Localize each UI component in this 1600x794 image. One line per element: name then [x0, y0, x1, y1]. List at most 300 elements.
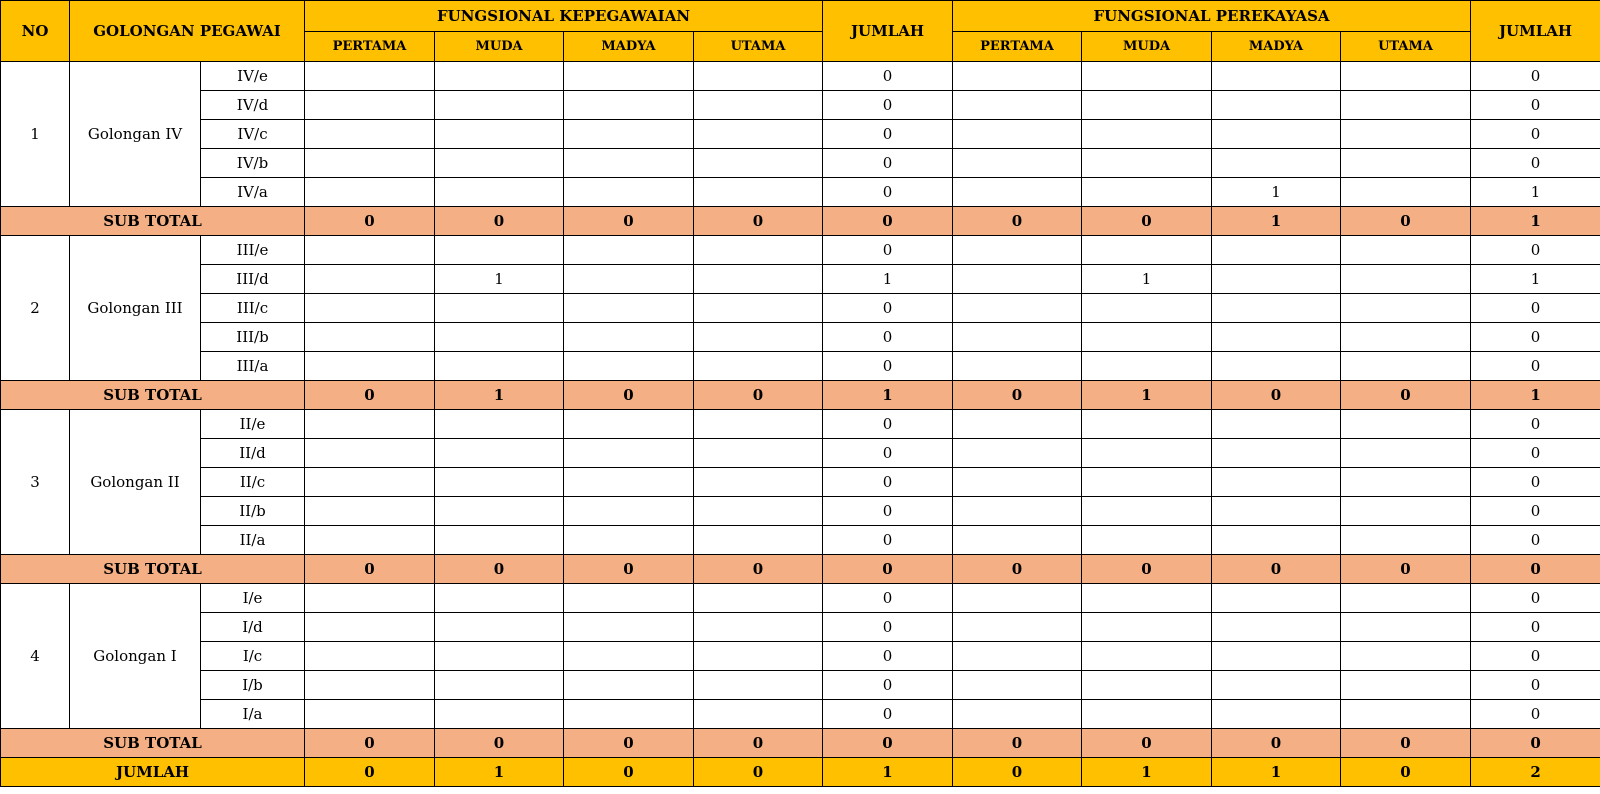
kepegawaian-cell: [435, 671, 564, 700]
subtotal-value: 0: [1341, 555, 1471, 584]
subtotal-value: 0: [823, 555, 953, 584]
subtotal-row: [1, 555, 1600, 584]
kepegawaian-cell: [694, 700, 823, 729]
header-jumlah-perekayasa: JUMLAH: [1471, 1, 1600, 62]
perekayasa-cell: [1341, 439, 1471, 468]
subtotal-value: 0: [305, 729, 435, 758]
subtotal-value: 0: [305, 207, 435, 236]
subtotal-label: SUB TOTAL: [1, 555, 305, 584]
kepegawaian-cell: [564, 323, 694, 352]
perekayasa-cell: [953, 265, 1082, 294]
kepegawaian-cell: [694, 526, 823, 555]
group-name: Golongan II: [70, 410, 201, 555]
perekayasa-cell: [1212, 149, 1341, 178]
kepegawaian-cell: [435, 62, 564, 91]
table-row: [1, 439, 1600, 468]
subtotal-value: 0: [435, 729, 564, 758]
kepegawaian-cell: [564, 439, 694, 468]
table-body: [1, 62, 1600, 787]
kepegawaian-cell: [564, 700, 694, 729]
total-value: 0: [305, 758, 435, 787]
perekayasa-cell: [1341, 178, 1471, 207]
header-row-1: [1, 1, 1600, 32]
perekayasa-cell: [1341, 294, 1471, 323]
perekayasa-cell: [1082, 700, 1212, 729]
subtotal-value: 1: [1471, 207, 1600, 236]
subtotal-value: 0: [1082, 729, 1212, 758]
header-per-madya: MADYA: [1212, 32, 1341, 62]
grade-cell: I/e: [201, 584, 305, 613]
kepegawaian-cell: [564, 497, 694, 526]
perekayasa-cell: [1212, 613, 1341, 642]
subtotal-value: 0: [694, 729, 823, 758]
perekayasa-cell: [1082, 149, 1212, 178]
subtotal-value: 0: [1212, 381, 1341, 410]
jumlah-perekayasa-cell: 0: [1471, 352, 1600, 381]
subtotal-value: 0: [435, 555, 564, 584]
subtotal-row: [1, 207, 1600, 236]
table-row: [1, 178, 1600, 207]
total-value: 1: [1212, 758, 1341, 787]
perekayasa-cell: [1212, 410, 1341, 439]
kepegawaian-cell: [305, 120, 435, 149]
perekayasa-cell: [1341, 120, 1471, 149]
kepegawaian-cell: [305, 294, 435, 323]
grade-cell: I/d: [201, 613, 305, 642]
subtotal-value: 1: [1471, 381, 1600, 410]
perekayasa-cell: [1341, 236, 1471, 265]
jumlah-kepegawaian-cell: 0: [823, 236, 953, 265]
kepegawaian-cell: [435, 323, 564, 352]
jumlah-kepegawaian-cell: 0: [823, 439, 953, 468]
perekayasa-cell: [953, 671, 1082, 700]
kepegawaian-cell: [694, 120, 823, 149]
grade-cell: III/d: [201, 265, 305, 294]
kepegawaian-cell: [564, 120, 694, 149]
perekayasa-cell: [1341, 410, 1471, 439]
subtotal-value: 0: [1471, 729, 1600, 758]
table-row: [1, 294, 1600, 323]
kepegawaian-cell: [305, 584, 435, 613]
subtotal-value: 1: [435, 381, 564, 410]
perekayasa-cell: [1212, 468, 1341, 497]
kepegawaian-cell: [694, 265, 823, 294]
subtotal-value: 0: [694, 381, 823, 410]
kepegawaian-cell: [694, 149, 823, 178]
header-kep-madya: MADYA: [564, 32, 694, 62]
subtotal-value: 1: [1082, 381, 1212, 410]
grade-cell: IV/b: [201, 149, 305, 178]
jumlah-perekayasa-cell: 1: [1471, 265, 1600, 294]
perekayasa-cell: [1082, 62, 1212, 91]
jumlah-perekayasa-cell: 0: [1471, 323, 1600, 352]
perekayasa-cell: [1082, 120, 1212, 149]
kepegawaian-cell: [564, 410, 694, 439]
subtotal-value: 1: [1212, 207, 1341, 236]
jumlah-perekayasa-cell: 0: [1471, 410, 1600, 439]
kepegawaian-cell: [564, 352, 694, 381]
kepegawaian-cell: [694, 584, 823, 613]
table-row: [1, 91, 1600, 120]
group-number: 2: [1, 236, 70, 381]
kepegawaian-cell: [694, 439, 823, 468]
table-row: [1, 613, 1600, 642]
perekayasa-cell: [1212, 265, 1341, 294]
total-label: JUMLAH: [1, 758, 305, 787]
kepegawaian-cell: [564, 91, 694, 120]
kepegawaian-cell: [435, 178, 564, 207]
kepegawaian-cell: [564, 62, 694, 91]
kepegawaian-cell: [305, 236, 435, 265]
perekayasa-cell: [1212, 439, 1341, 468]
perekayasa-cell: [1082, 178, 1212, 207]
kepegawaian-cell: [305, 178, 435, 207]
jumlah-perekayasa-cell: 0: [1471, 120, 1600, 149]
subtotal-value: 0: [823, 207, 953, 236]
subtotal-row: [1, 381, 1600, 410]
perekayasa-cell: [1212, 323, 1341, 352]
subtotal-value: 0: [953, 729, 1082, 758]
kepegawaian-cell: [435, 526, 564, 555]
kepegawaian-cell: [305, 642, 435, 671]
perekayasa-cell: [1212, 642, 1341, 671]
jumlah-kepegawaian-cell: 0: [823, 526, 953, 555]
kepegawaian-cell: [694, 497, 823, 526]
jumlah-perekayasa-cell: 1: [1471, 178, 1600, 207]
kepegawaian-cell: [694, 671, 823, 700]
perekayasa-cell: [953, 149, 1082, 178]
header-fungsional-perekayasa: FUNGSIONAL PEREKAYASA: [953, 1, 1471, 32]
kepegawaian-cell: [435, 584, 564, 613]
kepegawaian-cell: [564, 613, 694, 642]
kepegawaian-cell: [564, 468, 694, 497]
perekayasa-cell: [1341, 613, 1471, 642]
perekayasa-cell: [953, 323, 1082, 352]
perekayasa-cell: 1: [1082, 265, 1212, 294]
table-row: [1, 149, 1600, 178]
kepegawaian-cell: [564, 642, 694, 671]
kepegawaian-cell: [435, 236, 564, 265]
subtotal-value: 0: [1341, 381, 1471, 410]
jumlah-kepegawaian-cell: 0: [823, 352, 953, 381]
table-row: [1, 410, 1600, 439]
perekayasa-cell: [1341, 671, 1471, 700]
perekayasa-cell: [1082, 671, 1212, 700]
perekayasa-cell: [1341, 584, 1471, 613]
subtotal-value: 0: [305, 381, 435, 410]
table-row: [1, 468, 1600, 497]
perekayasa-cell: [1212, 352, 1341, 381]
jumlah-perekayasa-cell: 0: [1471, 497, 1600, 526]
perekayasa-cell: [1212, 526, 1341, 555]
subtotal-value: 0: [694, 555, 823, 584]
kepegawaian-cell: [305, 265, 435, 294]
jumlah-perekayasa-cell: 0: [1471, 671, 1600, 700]
perekayasa-cell: [1082, 352, 1212, 381]
perekayasa-cell: [1341, 323, 1471, 352]
subtotal-value: 0: [694, 207, 823, 236]
total-value: 0: [694, 758, 823, 787]
kepegawaian-cell: [435, 497, 564, 526]
grade-cell: IV/c: [201, 120, 305, 149]
perekayasa-cell: [953, 497, 1082, 526]
kepegawaian-cell: [305, 352, 435, 381]
kepegawaian-cell: [435, 149, 564, 178]
kepegawaian-cell: [564, 526, 694, 555]
grade-cell: II/a: [201, 526, 305, 555]
jumlah-kepegawaian-cell: 0: [823, 62, 953, 91]
perekayasa-cell: [1082, 613, 1212, 642]
kepegawaian-cell: [435, 120, 564, 149]
total-value: 0: [1341, 758, 1471, 787]
perekayasa-cell: 1: [1212, 178, 1341, 207]
kepegawaian-cell: [305, 323, 435, 352]
perekayasa-cell: [1082, 294, 1212, 323]
subtotal-row: [1, 729, 1600, 758]
jumlah-perekayasa-cell: 0: [1471, 584, 1600, 613]
perekayasa-cell: [953, 120, 1082, 149]
perekayasa-cell: [1341, 91, 1471, 120]
kepegawaian-cell: [305, 439, 435, 468]
jumlah-perekayasa-cell: 0: [1471, 294, 1600, 323]
perekayasa-cell: [1341, 497, 1471, 526]
perekayasa-cell: [1341, 642, 1471, 671]
kepegawaian-cell: [305, 468, 435, 497]
subtotal-value: 0: [953, 207, 1082, 236]
perekayasa-cell: [953, 584, 1082, 613]
subtotal-value: 0: [564, 381, 694, 410]
perekayasa-cell: [1212, 671, 1341, 700]
kepegawaian-cell: [305, 700, 435, 729]
grade-cell: III/c: [201, 294, 305, 323]
kepegawaian-cell: [435, 91, 564, 120]
grade-cell: II/e: [201, 410, 305, 439]
jumlah-perekayasa-cell: 0: [1471, 613, 1600, 642]
table-row: [1, 526, 1600, 555]
perekayasa-cell: [1212, 91, 1341, 120]
jumlah-kepegawaian-cell: 0: [823, 700, 953, 729]
subtotal-value: 0: [1471, 555, 1600, 584]
subtotal-value: 0: [564, 207, 694, 236]
jumlah-kepegawaian-cell: 0: [823, 323, 953, 352]
kepegawaian-cell: [694, 91, 823, 120]
subtotal-label: SUB TOTAL: [1, 207, 305, 236]
jumlah-kepegawaian-cell: 0: [823, 671, 953, 700]
kepegawaian-cell: 1: [435, 265, 564, 294]
perekayasa-cell: [1212, 497, 1341, 526]
grade-cell: II/d: [201, 439, 305, 468]
perekayasa-cell: [953, 294, 1082, 323]
header-golongan: GOLONGAN PEGAWAI: [70, 1, 305, 62]
header-no: NO: [1, 1, 70, 62]
kepegawaian-cell: [564, 671, 694, 700]
grade-cell: IV/e: [201, 62, 305, 91]
perekayasa-cell: [1082, 410, 1212, 439]
group-name: Golongan I: [70, 584, 201, 729]
table-row: [1, 700, 1600, 729]
perekayasa-cell: [1341, 265, 1471, 294]
kepegawaian-cell: [305, 410, 435, 439]
kepegawaian-cell: [694, 323, 823, 352]
kepegawaian-cell: [694, 62, 823, 91]
jumlah-kepegawaian-cell: 0: [823, 294, 953, 323]
jumlah-perekayasa-cell: 0: [1471, 236, 1600, 265]
table-row: [1, 120, 1600, 149]
jumlah-perekayasa-cell: 0: [1471, 439, 1600, 468]
perekayasa-cell: [1212, 236, 1341, 265]
perekayasa-cell: [1341, 352, 1471, 381]
kepegawaian-cell: [694, 613, 823, 642]
perekayasa-cell: [1212, 62, 1341, 91]
subtotal-label: SUB TOTAL: [1, 729, 305, 758]
jumlah-kepegawaian-cell: 0: [823, 410, 953, 439]
subtotal-value: 0: [1212, 729, 1341, 758]
perekayasa-cell: [953, 91, 1082, 120]
total-value: 0: [953, 758, 1082, 787]
grade-cell: IV/a: [201, 178, 305, 207]
kepegawaian-cell: [435, 700, 564, 729]
jumlah-kepegawaian-cell: 0: [823, 613, 953, 642]
kepegawaian-cell: [564, 294, 694, 323]
grade-cell: III/a: [201, 352, 305, 381]
header-kep-muda: MUDA: [435, 32, 564, 62]
subtotal-label: SUB TOTAL: [1, 381, 305, 410]
perekayasa-cell: [1341, 62, 1471, 91]
group-number: 4: [1, 584, 70, 729]
perekayasa-cell: [953, 642, 1082, 671]
kepegawaian-cell: [435, 294, 564, 323]
jumlah-perekayasa-cell: 0: [1471, 62, 1600, 91]
grade-cell: IV/d: [201, 91, 305, 120]
kepegawaian-cell: [305, 671, 435, 700]
table-row: [1, 497, 1600, 526]
total-value: 1: [435, 758, 564, 787]
perekayasa-cell: [1082, 497, 1212, 526]
perekayasa-cell: [1212, 120, 1341, 149]
subtotal-value: 0: [305, 555, 435, 584]
kepegawaian-cell: [435, 439, 564, 468]
subtotal-value: 0: [564, 729, 694, 758]
subtotal-value: 0: [953, 381, 1082, 410]
grade-cell: I/a: [201, 700, 305, 729]
subtotal-value: 0: [823, 729, 953, 758]
perekayasa-cell: [953, 613, 1082, 642]
perekayasa-cell: [953, 526, 1082, 555]
total-value: 1: [1082, 758, 1212, 787]
perekayasa-cell: [1082, 236, 1212, 265]
perekayasa-cell: [953, 439, 1082, 468]
perekayasa-cell: [1341, 700, 1471, 729]
table-row: [1, 323, 1600, 352]
table-row: [1, 265, 1600, 294]
table-row: [1, 584, 1600, 613]
group-name: Golongan IV: [70, 62, 201, 207]
header-per-muda: MUDA: [1082, 32, 1212, 62]
jumlah-kepegawaian-cell: 0: [823, 584, 953, 613]
grade-cell: III/b: [201, 323, 305, 352]
header-per-pertama: PERTAMA: [953, 32, 1082, 62]
jumlah-perekayasa-cell: 0: [1471, 642, 1600, 671]
grade-cell: III/e: [201, 236, 305, 265]
kepegawaian-cell: [564, 149, 694, 178]
header-per-utama: UTAMA: [1341, 32, 1471, 62]
perekayasa-cell: [1341, 468, 1471, 497]
group-name: Golongan III: [70, 236, 201, 381]
perekayasa-cell: [1082, 526, 1212, 555]
perekayasa-cell: [1082, 439, 1212, 468]
table-row: [1, 62, 1600, 91]
perekayasa-cell: [953, 700, 1082, 729]
kepegawaian-cell: [694, 178, 823, 207]
total-value: 1: [823, 758, 953, 787]
table-row: [1, 671, 1600, 700]
perekayasa-cell: [953, 468, 1082, 497]
kepegawaian-cell: [305, 526, 435, 555]
kepegawaian-cell: [564, 265, 694, 294]
table-row: [1, 352, 1600, 381]
jumlah-perekayasa-cell: 0: [1471, 149, 1600, 178]
jumlah-kepegawaian-cell: 0: [823, 642, 953, 671]
kepegawaian-cell: [305, 91, 435, 120]
kepegawaian-cell: [694, 294, 823, 323]
perekayasa-cell: [953, 236, 1082, 265]
kepegawaian-cell: [305, 497, 435, 526]
perekayasa-cell: [953, 178, 1082, 207]
perekayasa-cell: [1082, 468, 1212, 497]
perekayasa-cell: [1212, 700, 1341, 729]
perekayasa-cell: [1082, 642, 1212, 671]
subtotal-value: 0: [953, 555, 1082, 584]
jumlah-perekayasa-cell: 0: [1471, 526, 1600, 555]
jumlah-kepegawaian-cell: 0: [823, 468, 953, 497]
kepegawaian-cell: [435, 642, 564, 671]
jumlah-kepegawaian-cell: 0: [823, 149, 953, 178]
jumlah-kepegawaian-cell: 0: [823, 178, 953, 207]
kepegawaian-cell: [694, 352, 823, 381]
jumlah-perekayasa-cell: 0: [1471, 91, 1600, 120]
total-value: 2: [1471, 758, 1600, 787]
grade-cell: II/c: [201, 468, 305, 497]
perekayasa-cell: [1082, 323, 1212, 352]
kepegawaian-cell: [435, 613, 564, 642]
perekayasa-cell: [953, 352, 1082, 381]
subtotal-value: 0: [1212, 555, 1341, 584]
jumlah-kepegawaian-cell: 0: [823, 120, 953, 149]
total-value: 0: [564, 758, 694, 787]
subtotal-value: 0: [1341, 729, 1471, 758]
subtotal-value: 0: [564, 555, 694, 584]
perekayasa-cell: [1082, 584, 1212, 613]
kepegawaian-cell: [305, 62, 435, 91]
grade-cell: II/b: [201, 497, 305, 526]
jumlah-kepegawaian-cell: 1: [823, 265, 953, 294]
jumlah-kepegawaian-cell: 0: [823, 91, 953, 120]
perekayasa-cell: [953, 62, 1082, 91]
kepegawaian-cell: [305, 613, 435, 642]
kepegawaian-cell: [435, 468, 564, 497]
kepegawaian-cell: [564, 236, 694, 265]
kepegawaian-cell: [564, 584, 694, 613]
kepegawaian-cell: [564, 178, 694, 207]
perekayasa-cell: [953, 410, 1082, 439]
subtotal-value: 0: [435, 207, 564, 236]
kepegawaian-cell: [694, 410, 823, 439]
grade-cell: I/b: [201, 671, 305, 700]
perekayasa-cell: [1082, 91, 1212, 120]
group-number: 3: [1, 410, 70, 555]
header-fungsional-kepegawaian: FUNGSIONAL KEPEGAWAIAN: [305, 1, 823, 32]
header-jumlah-kepegawaian: JUMLAH: [823, 1, 953, 62]
